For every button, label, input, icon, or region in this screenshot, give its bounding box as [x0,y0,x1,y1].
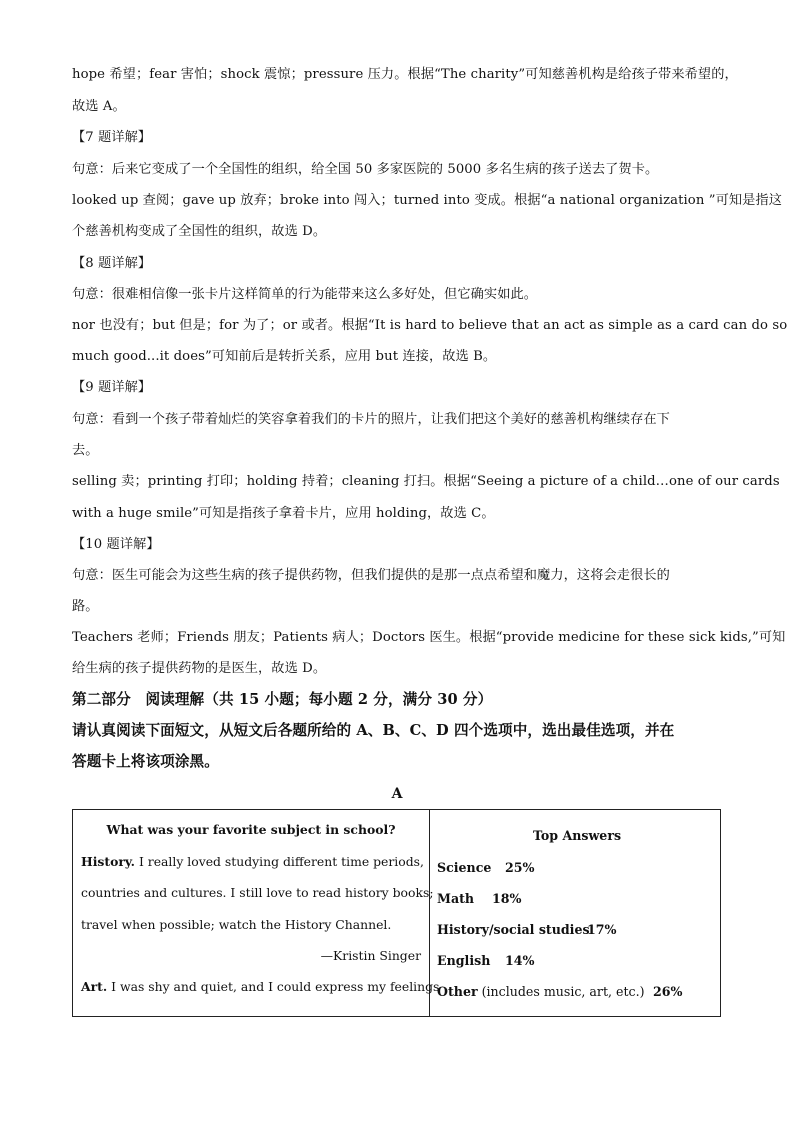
q9-meaning: 去。 [72,443,99,458]
q10-heading: 【10 题详解】 [72,537,160,552]
survey-table [72,809,721,1017]
q10-explanation: Teachers 老师；Friends 朋友；Patients 病人；Doctors 医生。根据“provide medicine for these sick kids,”可知 [72,630,786,645]
passage-letter: A [391,786,403,802]
q9-meaning: 句意：看到一个孩子带着灿烂的笑容拿着我们的卡片的照片，让我们把这个美好的慈善机构继续存在下 [72,412,670,427]
history-text: countries and cultures. I still love to read history books; [81,885,434,900]
answer-label: Math [437,891,475,906]
q9-explanation: with a huge smile”可知是指孩子拿着卡片，应用 holding，故选 C。 [72,506,495,521]
survey-question: What was your favorite subject in school? [106,822,396,837]
history-paragraph-line [81,854,424,869]
part2-instructions: 请认真阅读下面短文，从短文后各题所给的 A、B、C、D 四个选项中，选出最佳选项，并在 [72,722,675,739]
art-label: Art. [81,979,108,994]
answer-percent: 18% [492,891,522,906]
q7-explanation: 个慈善机构变成了全国性的组织，故选 D。 [72,224,327,239]
q9-explanation: selling 卖；printing 打印；holding 持着；cleaning 打扫。根据“Seeing a picture of a child…one of our cards [72,474,780,489]
q10-meaning: 句意：医生可能会为这些生病的孩子提供药物，但我们提供的是那一点点希望和魔力，这将会走很长的 [72,568,670,583]
art-text: I was shy and quiet, and I could express my feelings [107,979,440,994]
q8-meaning: 句意：很难相信像一张卡片这样简单的行为能带来这么多好处，但它确实如此。 [72,287,538,302]
art-paragraph-line [81,979,439,994]
text-line: 故选 A。 [72,99,126,114]
q9-heading: 【9 题详解】 [72,380,152,395]
history-text: I really loved studying different time periods, [135,854,424,869]
q7-meaning: 句意：后来它变成了一个全国性的组织，给全国 50 多家医院的 5000 多名生病的孩子送去了贺卡。 [72,162,659,177]
answer-percent: 17% [587,922,617,937]
q8-heading: 【8 题详解】 [72,256,152,271]
answer-note: (includes music, art, etc.) [477,984,645,999]
answer-label: English [437,953,491,968]
top-answers-title: Top Answers [532,828,622,843]
history-author: —Kristin Singer [320,948,421,963]
text-line: hope 希望；fear 害怕；shock 震惊；pressure 压力。根据“The charity”可知慈善机构是给孩子带来希望的， [72,67,738,82]
answer-label: Other [437,984,478,999]
q10-meaning: 路。 [72,599,99,614]
answer-row-other [437,984,645,999]
answer-percent: 26% [653,984,683,999]
answer-label: History/social studies [437,922,590,937]
answer-percent: 14% [505,953,535,968]
q10-explanation: 给生病的孩子提供药物的是医生，故选 D。 [72,661,327,676]
history-label: History. [81,854,135,869]
q8-explanation: nor 也没有；but 但是；for 为了；or 或者。根据“It is hard to believe that an act as simple as a card can do so [72,318,788,333]
answer-label: Science [437,860,492,875]
q8-explanation: much good...it does”可知前后是转折关系，应用 but 连接，故选 B。 [72,349,497,364]
part2-instructions: 答题卡上将该项涂黑。 [72,753,219,770]
q7-heading: 【7 题详解】 [72,130,152,145]
q7-explanation: looked up 查阅；gave up 放弃；broke into 闯入；turned into 变成。根据“a national organization ”可知是指这 [72,193,783,208]
answer-percent: 25% [505,860,535,875]
history-text: travel when possible; watch the History Channel. [81,917,392,932]
part2-title: 第二部分 阅读理解（共 15 小题；每小题 2 分，满分 30 分） [72,691,493,708]
